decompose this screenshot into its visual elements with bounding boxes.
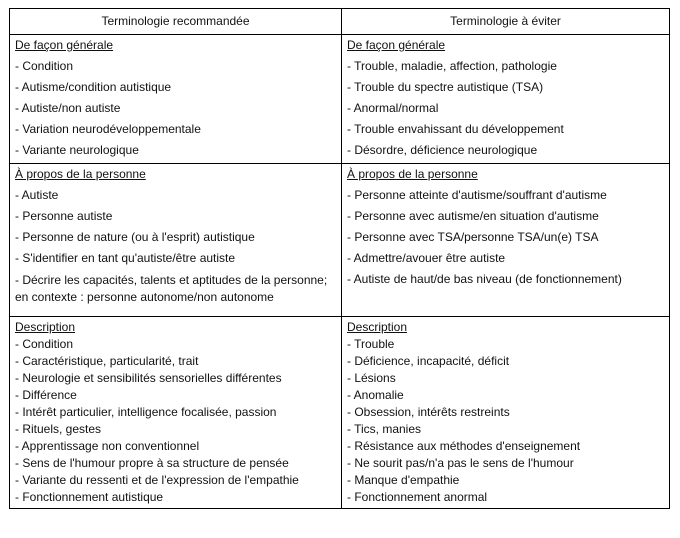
list-item: - Résistance aux méthodes d'enseignement xyxy=(347,439,581,453)
list-item: - Autiste de haut/de bas niveau (de fonctionnement) xyxy=(347,272,622,286)
list-item: - S'identifier en tant qu'autiste/être autiste xyxy=(15,251,236,265)
list-item: - Déficience, incapacité, déficit xyxy=(347,354,510,368)
list-item: - Différence xyxy=(15,388,77,402)
section-title: Description xyxy=(347,320,408,334)
section-title: De façon générale xyxy=(15,38,114,52)
list-item: - Personne atteinte d'autisme/souffrant d'autisme xyxy=(347,188,607,202)
section-row-general xyxy=(10,35,670,164)
list-item: - Variante du ressenti et de l'expression de l'empathie xyxy=(15,473,299,487)
section-row-description xyxy=(10,317,670,509)
terminology-document xyxy=(9,8,669,509)
list-item: - Désordre, déficience neurologique xyxy=(347,143,538,157)
header-recommended: Terminologie recommandée xyxy=(10,9,342,35)
list-item: - Personne autiste xyxy=(15,209,113,223)
list-item: - Personne de nature (ou à l'esprit) autistique xyxy=(15,230,255,244)
list-item: - Rituels, gestes xyxy=(15,422,102,436)
list-item: - Autiste/non autiste xyxy=(15,101,121,115)
cell-avoid xyxy=(342,317,670,509)
section-title: Description xyxy=(15,320,76,334)
header-row xyxy=(10,9,670,35)
list-item: - Personne avec TSA/personne TSA/un(e) TSA xyxy=(347,230,599,244)
list-item: - Sens de l'humour propre à sa structure de pensée xyxy=(15,456,289,470)
list-item: - Ne sourit pas/n'a pas le sens de l'humour xyxy=(347,456,574,470)
list-item: - Lésions xyxy=(347,371,396,385)
list-item: - Caractéristique, particularité, trait xyxy=(15,354,199,368)
cell-recommended xyxy=(10,164,342,317)
list-item: - Anormal/normal xyxy=(347,101,439,115)
terminology-table xyxy=(9,8,670,509)
section-row-person xyxy=(10,164,670,317)
list-item: - Trouble, maladie, affection, pathologie xyxy=(347,59,557,73)
list-item: - Neurologie et sensibilités sensorielles différentes xyxy=(15,371,282,385)
list-item: - Condition xyxy=(15,337,74,351)
list-item: - Apprentissage non conventionnel xyxy=(15,439,200,453)
section-title: À propos de la personne xyxy=(15,167,146,181)
list-item: - Autiste xyxy=(15,188,59,202)
section-title: À propos de la personne xyxy=(347,167,478,181)
list-item: - Autisme/condition autistique xyxy=(15,80,172,94)
list-item: - Obsession, intérêts restreints xyxy=(347,405,510,419)
list-item: - Trouble envahissant du développement xyxy=(347,122,564,136)
list-item: - Trouble du spectre autistique (TSA) xyxy=(347,80,544,94)
list-item: - Variante neurologique xyxy=(15,143,139,157)
list-item: - Fonctionnement anormal xyxy=(347,490,488,504)
section-title: De façon générale xyxy=(347,38,446,52)
list-item: - Fonctionnement autistique xyxy=(15,490,164,504)
cell-recommended xyxy=(10,317,342,509)
list-item: - Anomalie xyxy=(347,388,404,402)
list-item: - Manque d'empathie xyxy=(347,473,460,487)
header-avoid: Terminologie à éviter xyxy=(342,9,670,35)
list-item: - Condition xyxy=(15,59,74,73)
list-item: - Tics, manies xyxy=(347,422,422,436)
list-item: - Décrire les capacités, talents et aptitudes de la personne; en contexte : personne autonome/non autonome xyxy=(15,273,328,304)
list-item: - Admettre/avouer être autiste xyxy=(347,251,506,265)
cell-recommended xyxy=(10,35,342,164)
cell-avoid xyxy=(342,164,670,317)
list-item: - Variation neurodéveloppementale xyxy=(15,122,201,136)
list-item: - Personne avec autisme/en situation d'autisme xyxy=(347,209,599,223)
cell-avoid xyxy=(342,35,670,164)
list-item: - Trouble xyxy=(347,337,395,351)
list-item: - Intérêt particulier, intelligence focalisée, passion xyxy=(15,405,277,419)
